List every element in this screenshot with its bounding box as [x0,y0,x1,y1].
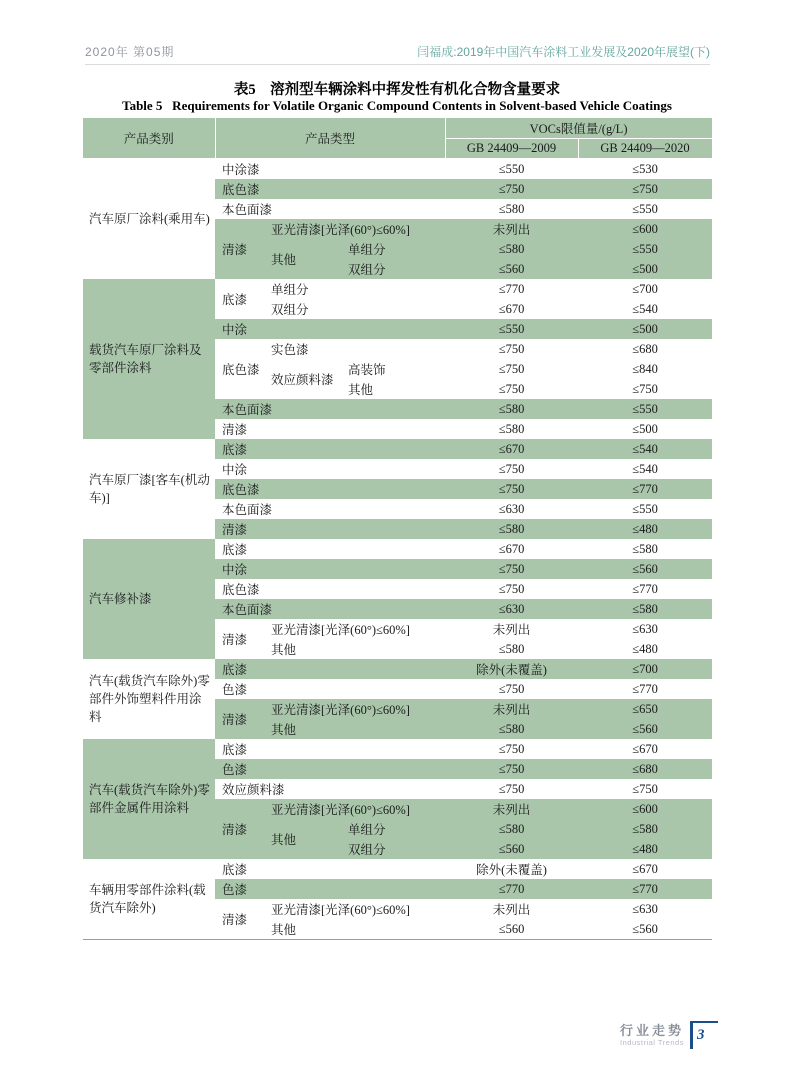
cell-val: ≤580 [578,819,712,839]
cell-sub: 单组分 [345,239,445,259]
cell-sub: 单组分 [268,279,445,299]
cell-sub: 其他 [268,719,445,739]
cell-val: 未列出 [445,219,578,239]
cell-type: 底漆 [215,659,445,679]
col-header-gb2020: GB 24409—2020 [578,138,712,159]
cell-val: 除外(未覆盖) [445,859,578,879]
cell-sub: 其他 [268,639,445,659]
cell-val: ≤750 [445,179,578,199]
table-title-zh: 表5 溶剂型车辆涂料中挥发性有机化合物含量要求 [233,82,561,98]
cell-val: ≤650 [578,699,712,719]
cell-type: 中涂 [215,459,445,479]
cell-sub: 单组分 [345,819,445,839]
cell-val: ≤750 [445,379,578,399]
cell-type: 色漆 [215,879,445,899]
table-head-row-1 [83,118,712,138]
cell-val: ≤580 [578,599,712,619]
cell-val: ≤770 [445,879,578,899]
cell-val: ≤580 [445,239,578,259]
cell-val: ≤580 [445,519,578,539]
cell-val: ≤600 [578,799,712,819]
cell-type: 清漆 [215,419,445,439]
cell-val: ≤630 [445,499,578,519]
cell-val: ≤750 [445,759,578,779]
cell-val: ≤670 [445,299,578,319]
cell-val: ≤580 [445,399,578,419]
cell-type: 底漆 [215,539,445,559]
cell-val: ≤550 [578,399,712,419]
cell-val: ≤750 [578,379,712,399]
cell-cat: 汽车原厂涂料(乘用车) [83,159,215,280]
table-row [83,739,712,759]
cell-type: 清漆 [215,619,268,659]
cell-val: ≤580 [445,639,578,659]
cell-cat: 车辆用零部件涂料(载货汽车除外) [83,859,215,940]
cell-type: 底漆 [215,439,445,459]
table-head [83,118,712,159]
cell-val: ≤560 [578,719,712,739]
footer-section-label [620,1021,684,1047]
cell-type: 中涂 [215,559,445,579]
col-header-type: 产品类型 [215,118,445,159]
table-row [83,659,712,679]
cell-val: 除外(未覆盖) [445,659,578,679]
cell-type: 本色面漆 [215,599,445,619]
cell-sub: 亚光清漆[光泽(60°)≤60%] [268,899,445,919]
cell-val: ≤560 [578,559,712,579]
cell-val: ≤770 [578,879,712,899]
cell-sub: 其他 [268,919,445,940]
table-row [83,539,712,559]
cell-type: 色漆 [215,759,445,779]
cell-val: ≤550 [578,239,712,259]
cell-type: 底漆 [215,279,268,319]
cell-val: ≤770 [578,579,712,599]
cell-val: 未列出 [445,619,578,639]
cell-type: 清漆 [215,219,268,279]
cell-val: ≤580 [445,719,578,739]
cell-val: ≤630 [578,899,712,919]
cell-val: ≤770 [578,679,712,699]
cell-val: ≤500 [578,259,712,279]
cell-val: ≤540 [578,459,712,479]
cell-val: ≤560 [445,919,578,940]
footer-label-en: Industrial Trends [620,1038,684,1048]
cell-val: ≤630 [445,599,578,619]
cell-cat: 汽车原厂漆[客车(机动车)] [83,439,215,539]
cell-val: ≤560 [445,259,578,279]
cell-val: ≤700 [578,659,712,679]
cell-cat: 载货汽车原厂涂料及零部件涂料 [83,279,215,439]
issue-label: 2020年 第05期 [85,45,175,59]
cell-type: 中涂 [215,319,445,339]
cell-type: 底漆 [215,859,445,879]
cell-sub: 其他 [268,819,345,859]
cell-val: ≤580 [578,539,712,559]
cell-type: 清漆 [215,519,445,539]
cell-val: ≤750 [445,459,578,479]
col-header-vocs: VOCs限值量/(g/L) [445,118,712,138]
col-header-category: 产品类别 [83,118,215,159]
cell-sub: 其他 [345,379,445,399]
cell-cat: 汽车(载货汽车除外)零部件金属件用涂料 [83,739,215,859]
cell-type: 底漆 [215,739,445,759]
cell-val: ≤680 [578,339,712,359]
cell-type: 底色漆 [215,179,445,199]
cell-val: ≤480 [578,519,712,539]
cell-type: 本色面漆 [215,399,445,419]
voc-requirements-table [83,118,713,940]
cell-val: ≤550 [445,159,578,180]
cell-val: 未列出 [445,699,578,719]
cell-val: ≤670 [578,859,712,879]
article-title: 闫福成:2019年中国汽车涂料工业发展及2020年展望(下) [417,45,710,59]
cell-type: 底色漆 [215,579,445,599]
cell-val: ≤580 [445,199,578,219]
cell-val: ≤750 [445,559,578,579]
cell-type: 底色漆 [215,339,268,399]
cell-type: 本色面漆 [215,499,445,519]
cell-val: ≤840 [578,359,712,379]
cell-val: ≤750 [445,579,578,599]
cell-val: 未列出 [445,799,578,819]
cell-val: ≤480 [578,839,712,859]
cell-type: 清漆 [215,699,268,739]
cell-val: ≤680 [578,759,712,779]
cell-sub: 高装饰 [345,359,445,379]
cell-val: ≤750 [445,739,578,759]
cell-val: ≤560 [578,919,712,940]
voc-table-body [83,159,712,940]
cell-val: ≤500 [578,419,712,439]
cell-val: ≤500 [578,319,712,339]
cell-val: ≤670 [578,739,712,759]
cell-val: ≤550 [578,499,712,519]
cell-val: ≤750 [578,779,712,799]
cell-val: ≤580 [445,419,578,439]
cell-type: 本色面漆 [215,199,445,219]
table-row [83,439,712,459]
cell-sub: 亚光清漆[光泽(60°)≤60%] [268,799,445,819]
cell-val: ≤480 [578,639,712,659]
cell-val: ≤750 [445,779,578,799]
cell-val: ≤770 [578,479,712,499]
cell-sub: 亚光清漆[光泽(60°)≤60%] [268,699,445,719]
cell-type: 中涂漆 [215,159,445,180]
cell-val: ≤630 [578,619,712,639]
cell-sub: 亚光清漆[光泽(60°)≤60%] [268,219,445,239]
cell-val: ≤530 [578,159,712,180]
cell-val: ≤670 [445,539,578,559]
running-head [85,38,710,65]
cell-val: ≤580 [445,819,578,839]
cell-val: ≤670 [445,439,578,459]
cell-sub: 双组分 [268,299,445,319]
table-row [83,279,712,299]
cell-val: ≤550 [445,319,578,339]
cell-val: ≤750 [445,679,578,699]
table-title-en: Table 5 Requirements for Volatile Organic Compound Contents in Solvent-based Vehicle Coatings [122,98,672,113]
cell-type: 底色漆 [215,479,445,499]
cell-val: ≤750 [445,339,578,359]
col-header-gb2009: GB 24409—2009 [445,138,578,159]
cell-val: ≤700 [578,279,712,299]
page-number: 3 [690,1021,718,1049]
cell-sub: 双组分 [345,259,445,279]
cell-sub: 其他 [268,239,345,279]
cell-val: ≤550 [578,199,712,219]
cell-type: 色漆 [215,679,445,699]
cell-val: ≤750 [445,479,578,499]
cell-type: 清漆 [215,799,268,859]
cell-val: ≤540 [578,299,712,319]
cell-type: 效应颜料漆 [215,779,445,799]
cell-val: ≤770 [445,279,578,299]
cell-type: 清漆 [215,899,268,940]
footer-label-zh: 行业走势 [619,1023,684,1038]
cell-val: ≤750 [445,359,578,379]
cell-val: 未列出 [445,899,578,919]
cell-cat: 汽车(载货汽车除外)零部件外饰塑料件用涂料 [83,659,215,739]
cell-val: ≤750 [578,179,712,199]
cell-cat: 汽车修补漆 [83,539,215,659]
cell-sub: 双组分 [345,839,445,859]
table-row [83,859,712,879]
table-row [83,159,712,180]
cell-sub: 效应颜料漆 [268,359,345,399]
cell-val: ≤600 [578,219,712,239]
cell-sub: 实色漆 [268,339,445,359]
page-footer [620,1021,718,1049]
cell-val: ≤560 [445,839,578,859]
cell-val: ≤540 [578,439,712,459]
cell-sub: 亚光清漆[光泽(60°)≤60%] [268,619,445,639]
